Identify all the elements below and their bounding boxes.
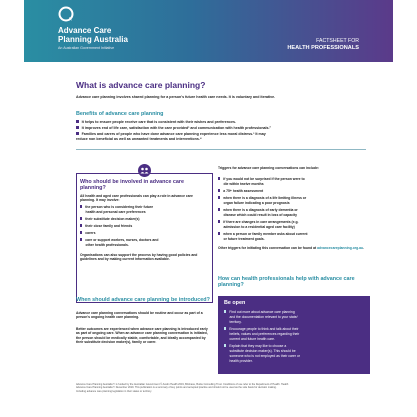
footer-line: Advance Care Planning Australia™ is funded by the Australian Government © Austin Health 2019, Brisbane, Burke Consulting Trust. Conditions of use refer to the Department of Health. Health xyxy=(76,383,289,386)
speech-bubble-icon xyxy=(58,6,74,22)
when-para-2: Better outcomes are experienced when advance care planning is introduced early as part of ongoing care. When an advance care planning conversation is initiated, the person should be medically stable, comfortable, and ideally accompanied by their substitute decision maker(s), family or carer. xyxy=(76,327,208,344)
bullet-icon xyxy=(80,217,82,219)
be-open-item: Find out more about advance care planning xyxy=(224,310,366,314)
page-title: What is advance care planning? xyxy=(76,80,206,90)
triggers-lead: Triggers for advance care planning conversations can include: xyxy=(218,166,319,170)
be-open-item-continued: current and future health care. xyxy=(229,337,275,341)
when-para-1: Advance care planning conversations should be routine and occur as part of a person's ongoing health care planning. xyxy=(76,311,203,320)
who-involved-closing: Organisations can also support the process by having good policies and guidelines and by making current information available. xyxy=(80,253,198,262)
website-link[interactable]: advancecareplanning.org.au xyxy=(317,246,364,250)
intro-text: Advance care planning involves shared planning for a person's future health care needs. It is voluntary and iterative. xyxy=(76,95,276,99)
bullet-icon xyxy=(76,120,79,123)
benefit-item: It improves end of life care, satisfaction with the care provided¹ and communication with health professionals.² xyxy=(76,126,366,131)
bullet-icon xyxy=(224,327,226,329)
trigger-item: when a person or family member asks about current xyxy=(218,232,368,236)
footer-line: Advance Care Planning Australia™ December 2019. This publication is a summary of key points and accepted practice and should not be used as the sole basis for decision making. xyxy=(76,386,277,390)
bullet-icon xyxy=(218,208,220,210)
benefit-item: It helps to ensure people receive care that is consistent with their wishes and preferences. xyxy=(76,120,366,125)
when-heading: When should advance care planning be introduced? xyxy=(76,297,210,303)
bullet-icon xyxy=(224,344,226,346)
trigger-item-continued: disease which could result in loss of capacity xyxy=(223,213,297,217)
logo-text-line2: Planning Australia xyxy=(58,35,128,44)
be-open-heading: Be open xyxy=(224,300,246,306)
be-open-item-continued: territory. xyxy=(229,320,242,324)
people-icon xyxy=(138,164,151,177)
bullet-icon xyxy=(80,231,82,233)
trigger-item: a 75+ health assessment xyxy=(218,189,368,193)
who-item-continued: other health professionals. xyxy=(85,243,129,247)
trigger-item-continued: or future treatment goals. xyxy=(223,237,265,241)
bullet-icon xyxy=(218,189,220,191)
logo-subtitle: An Australian Government Initiative xyxy=(58,46,115,50)
footer-notes xyxy=(76,383,366,393)
bullet-icon xyxy=(218,196,220,198)
benefit-item: Families and carers of people who have done advance care planning experience less moral distress.³ It may xyxy=(76,132,366,137)
factsheet-label: FACTSHEET FOR xyxy=(316,38,359,44)
who-item: the person who is considering their future xyxy=(80,205,208,209)
bullet-icon xyxy=(80,238,82,240)
footer-line: Including advance care planning legislation in their states or territory. xyxy=(76,389,152,393)
be-open-item-continued: and the documentation relevant to your state/ xyxy=(229,315,298,319)
be-open-item-continued: substitute decision maker(s). This should be xyxy=(229,349,296,353)
bullet-icon xyxy=(76,126,79,129)
who-item-continued: health and personal care preferences xyxy=(85,210,146,214)
bullet-icon xyxy=(80,205,82,207)
be-open-item-continued: someone who is not employed as their carer or xyxy=(229,354,300,358)
trigger-item-continued: die within twelve months xyxy=(223,182,264,186)
who-involved-heading: Who should be involved in advance care planning? xyxy=(80,179,184,192)
trigger-item: when there is a diagnosis of early dementia or xyxy=(218,208,368,212)
trigger-item-continued: organ failure indicating a poor prognosis xyxy=(223,201,290,205)
bullet-icon xyxy=(76,132,79,135)
bullet-icon xyxy=(80,224,82,226)
header-banner xyxy=(24,0,393,62)
trigger-item: if you would not be surprised if the person were to xyxy=(218,177,368,181)
be-open-item-continued: beliefs, values and preferences regarding their xyxy=(229,332,300,336)
trigger-item-continued: admission to a residential aged care facility) xyxy=(223,225,295,229)
who-item: their substitute decision maker(s) xyxy=(80,217,208,221)
who-item: carers xyxy=(80,231,208,235)
bullet-icon xyxy=(218,177,220,179)
benefits-heading: Benefits of advance care planning xyxy=(76,111,164,117)
bullet-icon xyxy=(218,232,220,234)
be-open-item: Explain that they may like to choose a xyxy=(224,344,366,348)
bullet-icon xyxy=(218,220,220,222)
trigger-item: if there are changes in care arrangements (e.g. xyxy=(218,220,368,224)
section-divider xyxy=(76,149,366,150)
benefit-item-continued: reduce non beneficial as well as unwanted treatments and interventions.⁴ xyxy=(76,137,202,141)
who-item: care or support workers, nurses, doctors and xyxy=(80,238,208,242)
who-involved-lead: All health and aged care professionals can play a role in advance care planning. It may involve: xyxy=(80,194,193,203)
how-help-heading: How can health professionals help with advance care planning? xyxy=(218,276,355,289)
logo-text-line1: Advance Care xyxy=(58,26,112,35)
audience-label: HEALTH PROFESSIONALS xyxy=(287,45,359,51)
triggers-more: Other triggers for initiating this conversation can be found at advancecareplanning.org.au. xyxy=(218,246,365,250)
bullet-icon xyxy=(224,310,226,312)
who-item: their close family and friends xyxy=(80,224,208,228)
be-open-item: Encourage people to think and talk about their xyxy=(224,327,366,331)
be-open-item-continued: health provider. xyxy=(229,359,253,363)
trigger-item: when there is a diagnosis of a life limiting illness or xyxy=(218,196,368,200)
